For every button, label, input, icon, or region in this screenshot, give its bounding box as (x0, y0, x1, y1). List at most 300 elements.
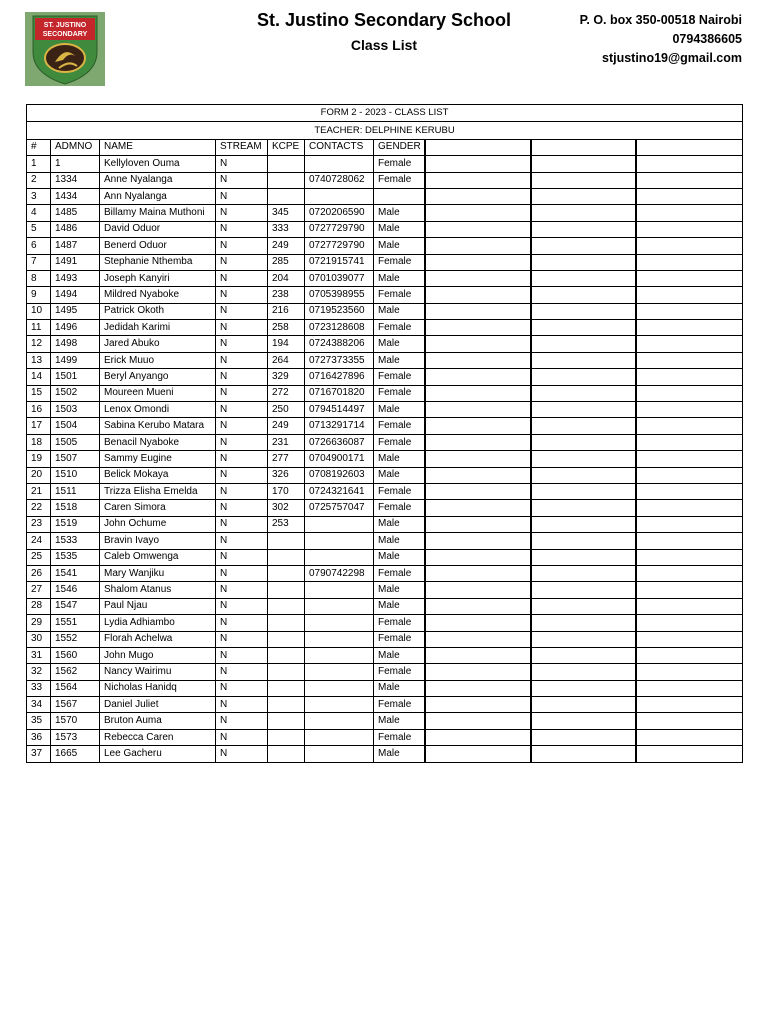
blank-cell (636, 287, 743, 303)
kcpe-score (268, 188, 305, 204)
row-number: 33 (27, 680, 51, 696)
stream: N (216, 402, 268, 418)
admission-number: 1487 (51, 238, 100, 254)
contact-number (305, 697, 374, 713)
admission-number: 1493 (51, 270, 100, 286)
row-number: 13 (27, 352, 51, 368)
table-header-row (27, 139, 743, 155)
student-name: Patrick Okoth (100, 303, 216, 319)
gender: Female (374, 287, 425, 303)
kcpe-score (268, 746, 305, 762)
blank-cell (425, 746, 531, 762)
stream: N (216, 647, 268, 663)
gender: Male (374, 352, 425, 368)
student-name: Daniel Juliet (100, 697, 216, 713)
stream: N (216, 303, 268, 319)
kcpe-score: 249 (268, 238, 305, 254)
stream: N (216, 352, 268, 368)
contact-number: 0726636087 (305, 434, 374, 450)
blank-cell (531, 369, 636, 385)
blank-cell (636, 156, 743, 172)
table-row (27, 746, 743, 762)
table-row (27, 205, 743, 221)
blank-cell (425, 483, 531, 499)
table-teacher-row (27, 122, 743, 139)
row-number: 31 (27, 647, 51, 663)
admission-number: 1518 (51, 500, 100, 516)
gender: Female (374, 156, 425, 172)
blank-cell (531, 418, 636, 434)
blank-cell (531, 549, 636, 565)
stream: N (216, 270, 268, 286)
column-header (636, 139, 743, 155)
row-number: 25 (27, 549, 51, 565)
blank-cell (636, 549, 743, 565)
blank-cell (425, 467, 531, 483)
student-name: Billamy Maina Muthoni (100, 205, 216, 221)
blank-cell (636, 647, 743, 663)
stream: N (216, 516, 268, 532)
kcpe-score (268, 172, 305, 188)
blank-cell (425, 598, 531, 614)
blank-cell (425, 434, 531, 450)
kcpe-score: 333 (268, 221, 305, 237)
student-name: Florah Achelwa (100, 631, 216, 647)
stream: N (216, 615, 268, 631)
contact-number (305, 533, 374, 549)
row-number: 34 (27, 697, 51, 713)
contact-number: 0727729790 (305, 238, 374, 254)
student-name: Beryl Anyango (100, 369, 216, 385)
blank-cell (636, 385, 743, 401)
blank-cell (425, 352, 531, 368)
student-name: John Ochume (100, 516, 216, 532)
blank-cell (636, 303, 743, 319)
kcpe-score: 194 (268, 336, 305, 352)
kcpe-score (268, 533, 305, 549)
stream: N (216, 451, 268, 467)
kcpe-score: 250 (268, 402, 305, 418)
blank-cell (636, 565, 743, 581)
admission-number: 1533 (51, 533, 100, 549)
admission-number: 1567 (51, 697, 100, 713)
contact-number (305, 680, 374, 696)
blank-cell (636, 451, 743, 467)
blank-cell (531, 582, 636, 598)
table-row (27, 664, 743, 680)
row-number: 15 (27, 385, 51, 401)
admission-number: 1573 (51, 729, 100, 745)
table-row (27, 221, 743, 237)
row-number: 26 (27, 565, 51, 581)
blank-cell (425, 402, 531, 418)
table-row (27, 303, 743, 319)
table-row (27, 549, 743, 565)
contact-number: 0723128608 (305, 320, 374, 336)
stream: N (216, 418, 268, 434)
kcpe-score: 238 (268, 287, 305, 303)
contact-number: 0727373355 (305, 352, 374, 368)
table-row (27, 565, 743, 581)
stream: N (216, 221, 268, 237)
column-header: GENDER (374, 139, 425, 155)
blank-cell (636, 352, 743, 368)
blank-cell (425, 565, 531, 581)
stream: N (216, 582, 268, 598)
gender: Male (374, 713, 425, 729)
contact-number: 0705398955 (305, 287, 374, 303)
student-name: Trizza Elisha Emelda (100, 483, 216, 499)
kcpe-score (268, 697, 305, 713)
admission-number: 1499 (51, 352, 100, 368)
gender: Male (374, 303, 425, 319)
admission-number: 1562 (51, 664, 100, 680)
blank-cell (425, 680, 531, 696)
student-name: Paul Njau (100, 598, 216, 614)
column-header: KCPE (268, 139, 305, 155)
blank-cell (425, 221, 531, 237)
contact-number (305, 156, 374, 172)
table-row (27, 631, 743, 647)
kcpe-score (268, 582, 305, 598)
row-number: 32 (27, 664, 51, 680)
gender: Female (374, 483, 425, 499)
admission-number: 1501 (51, 369, 100, 385)
row-number: 18 (27, 434, 51, 450)
stream: N (216, 336, 268, 352)
table-row (27, 467, 743, 483)
kcpe-score: 170 (268, 483, 305, 499)
blank-cell (425, 516, 531, 532)
table-row (27, 238, 743, 254)
contact-number: 0716701820 (305, 385, 374, 401)
blank-cell (425, 270, 531, 286)
blank-cell (636, 533, 743, 549)
blank-cell (425, 697, 531, 713)
blank-cell (636, 631, 743, 647)
row-number: 10 (27, 303, 51, 319)
stream: N (216, 598, 268, 614)
stream: N (216, 156, 268, 172)
table-banner-row (27, 105, 743, 122)
kcpe-score (268, 598, 305, 614)
gender: Male (374, 533, 425, 549)
blank-cell (636, 172, 743, 188)
class-list-table (26, 104, 743, 763)
gender: Female (374, 615, 425, 631)
blank-cell (425, 615, 531, 631)
kcpe-score: 302 (268, 500, 305, 516)
kcpe-score: 258 (268, 320, 305, 336)
admission-number: 1505 (51, 434, 100, 450)
gender: Female (374, 320, 425, 336)
gender: Female (374, 664, 425, 680)
kcpe-score: 231 (268, 434, 305, 450)
contact-number: 0701039077 (305, 270, 374, 286)
gender: Female (374, 369, 425, 385)
kcpe-score (268, 713, 305, 729)
gender: Male (374, 238, 425, 254)
student-name: Bravin Ivayo (100, 533, 216, 549)
row-number: 30 (27, 631, 51, 647)
table-row (27, 729, 743, 745)
blank-cell (425, 451, 531, 467)
blank-cell (531, 647, 636, 663)
blank-cell (636, 582, 743, 598)
blank-cell (531, 729, 636, 745)
stream: N (216, 713, 268, 729)
blank-cell (531, 664, 636, 680)
admission-number: 1507 (51, 451, 100, 467)
blank-cell (636, 746, 743, 762)
gender: Female (374, 631, 425, 647)
row-number: 36 (27, 729, 51, 745)
gender: Female (374, 565, 425, 581)
student-name: Benerd Oduor (100, 238, 216, 254)
contact-number: 0724321641 (305, 483, 374, 499)
admission-number: 1334 (51, 172, 100, 188)
blank-cell (531, 303, 636, 319)
blank-cell (531, 615, 636, 631)
blank-cell (636, 402, 743, 418)
table-row (27, 418, 743, 434)
gender: Male (374, 270, 425, 286)
stream: N (216, 188, 268, 204)
admission-number: 1434 (51, 188, 100, 204)
blank-cell (636, 238, 743, 254)
blank-cell (636, 188, 743, 204)
phone: 0794386605 (672, 32, 742, 46)
contact-number: 0720206590 (305, 205, 374, 221)
blank-cell (636, 615, 743, 631)
kcpe-score: 264 (268, 352, 305, 368)
blank-cell (425, 500, 531, 516)
table-row (27, 598, 743, 614)
student-name: Jedidah Karimi (100, 320, 216, 336)
blank-cell (636, 270, 743, 286)
kcpe-score (268, 549, 305, 565)
kcpe-score: 272 (268, 385, 305, 401)
blank-cell (531, 221, 636, 237)
blank-cell (636, 221, 743, 237)
row-number: 20 (27, 467, 51, 483)
gender (374, 188, 425, 204)
blank-cell (531, 205, 636, 221)
gender: Male (374, 746, 425, 762)
student-name: Nicholas Hanidq (100, 680, 216, 696)
column-header: NAME (100, 139, 216, 155)
student-name: Joseph Kanyiri (100, 270, 216, 286)
contact-number: 0704900171 (305, 451, 374, 467)
stream: N (216, 369, 268, 385)
logo-text-line1: ST. JUSTINO (43, 22, 87, 29)
table-row (27, 320, 743, 336)
stream: N (216, 467, 268, 483)
student-name: Mary Wanjiku (100, 565, 216, 581)
stream: N (216, 172, 268, 188)
blank-cell (636, 697, 743, 713)
table-row (27, 336, 743, 352)
student-name: Sammy Eugine (100, 451, 216, 467)
admission-number: 1547 (51, 598, 100, 614)
contact-number (305, 729, 374, 745)
student-name: Caleb Omwenga (100, 549, 216, 565)
blank-cell (425, 303, 531, 319)
row-number: 29 (27, 615, 51, 631)
table-row (27, 434, 743, 450)
blank-cell (531, 287, 636, 303)
contact-number (305, 631, 374, 647)
kcpe-score: 253 (268, 516, 305, 532)
student-name: Anne Nyalanga (100, 172, 216, 188)
blank-cell (425, 287, 531, 303)
student-name: Belick Mokaya (100, 467, 216, 483)
kcpe-score (268, 729, 305, 745)
stream: N (216, 483, 268, 499)
student-name: Shalom Atanus (100, 582, 216, 598)
blank-cell (531, 697, 636, 713)
row-number: 17 (27, 418, 51, 434)
blank-cell (636, 369, 743, 385)
row-number: 21 (27, 483, 51, 499)
stream: N (216, 385, 268, 401)
blank-cell (425, 729, 531, 745)
admission-number: 1551 (51, 615, 100, 631)
blank-cell (425, 647, 531, 663)
column-header: # (27, 139, 51, 155)
blank-cell (425, 238, 531, 254)
admission-number: 1498 (51, 336, 100, 352)
table-row (27, 516, 743, 532)
stream: N (216, 729, 268, 745)
gender: Male (374, 598, 425, 614)
blank-cell (425, 156, 531, 172)
row-number: 27 (27, 582, 51, 598)
student-name: Lenox Omondi (100, 402, 216, 418)
student-name: Kellyloven Ouma (100, 156, 216, 172)
gender: Male (374, 680, 425, 696)
row-number: 14 (27, 369, 51, 385)
gender: Male (374, 582, 425, 598)
student-name: Moureen Mueni (100, 385, 216, 401)
student-name: Rebecca Caren (100, 729, 216, 745)
row-number: 22 (27, 500, 51, 516)
admission-number: 1541 (51, 565, 100, 581)
blank-cell (425, 631, 531, 647)
contact-number: 0716427896 (305, 369, 374, 385)
contact-number (305, 582, 374, 598)
blank-cell (425, 713, 531, 729)
stream: N (216, 500, 268, 516)
blank-cell (636, 713, 743, 729)
blank-cell (531, 270, 636, 286)
blank-cell (531, 385, 636, 401)
contact-number (305, 664, 374, 680)
gender: Male (374, 451, 425, 467)
gender: Female (374, 254, 425, 270)
gender: Male (374, 516, 425, 532)
gender: Female (374, 500, 425, 516)
stream: N (216, 680, 268, 696)
row-number: 16 (27, 402, 51, 418)
admission-number: 1552 (51, 631, 100, 647)
stream: N (216, 533, 268, 549)
blank-cell (636, 254, 743, 270)
student-name: Erick Muuo (100, 352, 216, 368)
blank-cell (425, 418, 531, 434)
blank-cell (636, 434, 743, 450)
stream: N (216, 320, 268, 336)
admission-number: 1485 (51, 205, 100, 221)
blank-cell (425, 549, 531, 565)
admission-number: 1491 (51, 254, 100, 270)
blank-cell (531, 320, 636, 336)
admission-number: 1665 (51, 746, 100, 762)
blank-cell (636, 516, 743, 532)
table-row (27, 451, 743, 467)
kcpe-score: 326 (268, 467, 305, 483)
contact-number: 0727729790 (305, 221, 374, 237)
stream: N (216, 238, 268, 254)
student-name: John Mugo (100, 647, 216, 663)
blank-cell (425, 320, 531, 336)
admission-number: 1546 (51, 582, 100, 598)
contact-number (305, 647, 374, 663)
blank-cell (531, 402, 636, 418)
admission-number: 1502 (51, 385, 100, 401)
admission-number: 1519 (51, 516, 100, 532)
blank-cell (636, 467, 743, 483)
contact-number (305, 713, 374, 729)
kcpe-score: 285 (268, 254, 305, 270)
blank-cell (425, 254, 531, 270)
gender: Male (374, 647, 425, 663)
stream: N (216, 746, 268, 762)
blank-cell (425, 582, 531, 598)
blank-cell (636, 205, 743, 221)
admission-number: 1504 (51, 418, 100, 434)
gender: Female (374, 418, 425, 434)
gender: Male (374, 467, 425, 483)
blank-cell (636, 664, 743, 680)
kcpe-score: 345 (268, 205, 305, 221)
email: stjustino19@gmail.com (602, 51, 742, 65)
student-name: Nancy Wairimu (100, 664, 216, 680)
blank-cell (531, 631, 636, 647)
blank-cell (531, 238, 636, 254)
blank-cell (531, 680, 636, 696)
table-row (27, 615, 743, 631)
row-number: 28 (27, 598, 51, 614)
contact-number: 0708192603 (305, 467, 374, 483)
stream: N (216, 254, 268, 270)
admission-number: 1564 (51, 680, 100, 696)
column-header: ADMNO (51, 139, 100, 155)
row-number: 23 (27, 516, 51, 532)
blank-cell (531, 156, 636, 172)
gender: Male (374, 336, 425, 352)
student-name: Sabina Kerubo Matara (100, 418, 216, 434)
admission-number: 1496 (51, 320, 100, 336)
gender: Male (374, 205, 425, 221)
student-name: Lydia Adhiambo (100, 615, 216, 631)
table-row (27, 270, 743, 286)
row-number: 6 (27, 238, 51, 254)
row-number: 8 (27, 270, 51, 286)
contact-number: 0721915741 (305, 254, 374, 270)
blank-cell (425, 533, 531, 549)
admission-number: 1570 (51, 713, 100, 729)
